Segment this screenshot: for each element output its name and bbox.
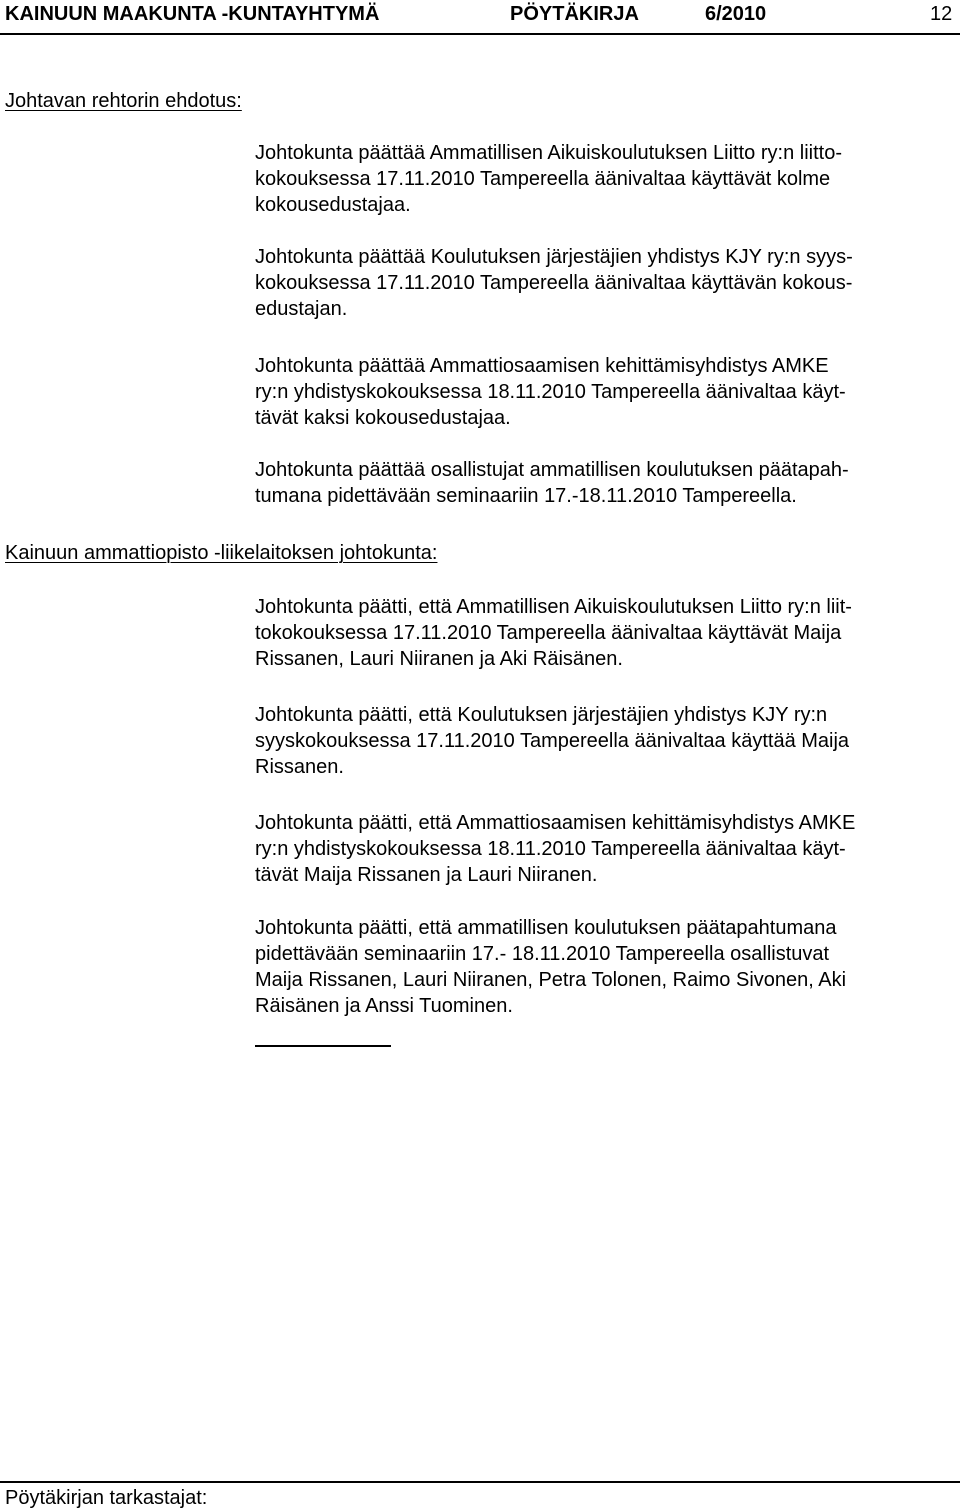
section-label-board: Kainuun ammattiopisto -liikelaitoksen johtokunta: bbox=[5, 542, 438, 564]
proposal-paragraph: Johtokunta päättää Ammattiosaamisen kehittämisyhdistys AMKE ry:n yhdistyskokouksessa 18.11.2010 Tampereella äänivaltaa käyt- tävät kaksi kokousedustajaa. bbox=[255, 355, 846, 429]
decision-paragraph: Johtokunta päätti, että ammatillisen koulutuksen päätapahtumana pidettävään seminaariin 17.- 18.11.2010 Tampereella osallistuvat Maija Rissanen, Lauri Niiranen, Petra Tolonen, Raimo Sivonen, Aki Räisänen ja Anssi Tuominen. bbox=[255, 917, 847, 1017]
header-doc-number: 6/2010 bbox=[705, 3, 767, 25]
header-organization: KAINUUN MAAKUNTA -KUNTAYHTYMÄ bbox=[5, 3, 380, 25]
decision-paragraph: Johtokunta päätti, että Ammattiosaamisen kehittämisyhdistys AMKE ry:n yhdistyskokouksessa 18.11.2010 Tampereella äänivaltaa käyt- tävät Maija Rissanen ja Lauri Niiranen. bbox=[255, 812, 856, 886]
decision-paragraph: Johtokunta päätti, että Koulutuksen järjestäjien yhdistys KJY ry:n syyskokouksessa 17.11.2010 Tampereella äänivaltaa käyttää Maija Rissanen. bbox=[255, 704, 850, 778]
footer-rule bbox=[0, 1481, 960, 1483]
proposal-paragraph: Johtokunta päättää Ammatillisen Aikuiskoulutuksen Liitto ry:n liitto- kokouksessa 17.11.2010 Tampereella äänivaltaa käyttävät kolme kokousedustajaa. bbox=[255, 142, 842, 216]
page-number: 12 bbox=[930, 3, 953, 25]
section-label-rector-proposal: Johtavan rehtorin ehdotus: bbox=[5, 90, 242, 112]
proposal-paragraph: Johtokunta päättää Koulutuksen järjestäjien yhdistys KJY ry:n syys- kokouksessa 17.11.2010 Tampereella äänivaltaa käyttävän kokous- edustajan. bbox=[255, 246, 853, 320]
header-rule bbox=[0, 33, 960, 35]
header-doc-type: PÖYTÄKIRJA bbox=[510, 3, 639, 25]
end-of-section-rule bbox=[255, 1045, 391, 1047]
decision-paragraph: Johtokunta päätti, että Ammatillisen Aikuiskoulutuksen Liitto ry:n liit- tokokouksessa 17.11.2010 Tampereella äänivaltaa käyttävät Maija Rissanen, Lauri Niiranen ja Aki Räisänen. bbox=[255, 596, 852, 670]
proposal-paragraph: Johtokunta päättää osallistujat ammatillisen koulutuksen päätapah- tumana pidettävään seminaariin 17.-18.11.2010 Tampereella. bbox=[255, 459, 849, 507]
footer-label: Pöytäkirjan tarkastajat: bbox=[5, 1487, 208, 1509]
